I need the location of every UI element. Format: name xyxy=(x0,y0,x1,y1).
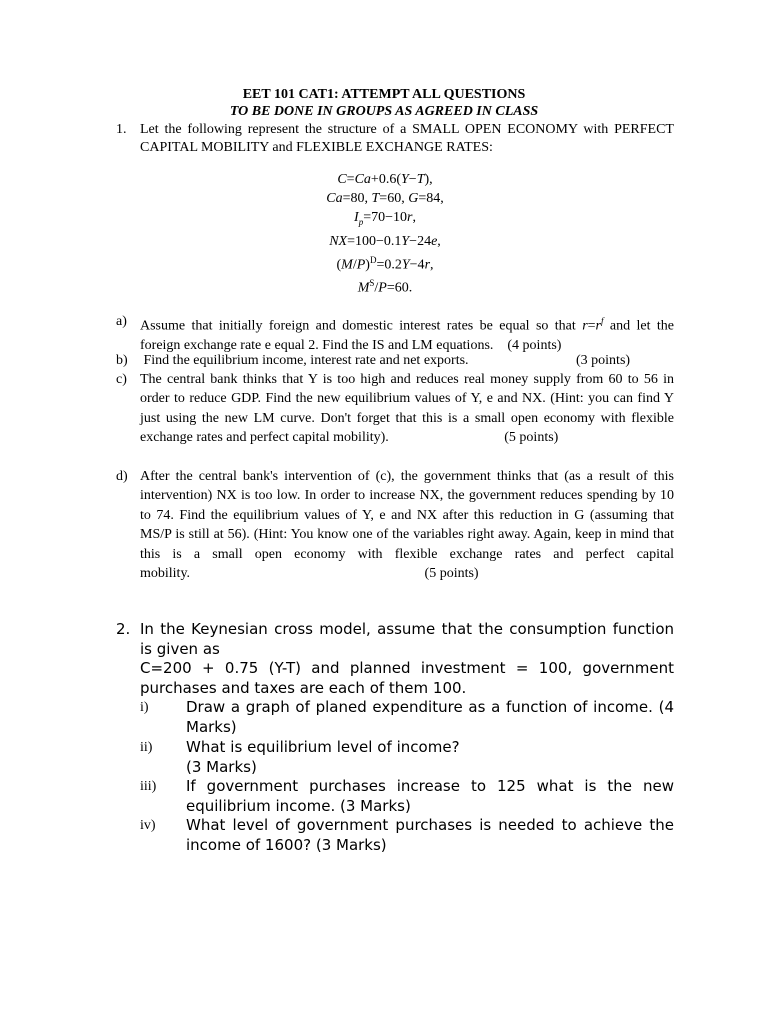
part-c-text: The central bank thinks that Y is too high and reduces real money supply from 60 to 56 in order to reduce GDP. Find the new equilibrium values of Y, e and NX. (Hint: you can find Y just using the new LM curve. Don't forget that this is a small open economy with flexible exchange rates and perfect capital mobility). (5 points) xyxy=(140,372,674,446)
equation-consumption: C=Ca+0.6(Y−T), xyxy=(337,172,433,187)
question-1-number: 1. xyxy=(116,122,127,137)
part-d-text: After the central bank's intervention of (c), the government thinks that (as a result of this intervention) NX is too low. In order to increase NX, the government reduces spending by 10 to 74. Find the equilibrium values of Y, e and NX after this reduction in G (assuming that MS/P is still at 56). (Hint: You know one of the variables right away. Again, keep in mind that this is a small open economy with flexible exchange rates and perfect capital mobility. (5 points) xyxy=(140,469,674,582)
item-iv-numeral: iv) xyxy=(140,818,156,833)
equation-investment: $I_p=70-10r$, xyxy=(354,210,416,227)
item-ii-marks: (3 Marks) xyxy=(186,757,257,776)
item-i-text: Draw a graph of planed expenditure as a function of income. (4 Marks) xyxy=(186,698,674,736)
part-b-letter: b) xyxy=(116,353,128,368)
question-2-number: 2. xyxy=(116,620,131,638)
item-iii-numeral: iii) xyxy=(140,779,157,794)
part-a-letter: a) xyxy=(116,314,127,329)
part-c-letter: c) xyxy=(116,372,127,387)
part-b-statement: Find the equilibrium income, interest rate and net exports. xyxy=(143,353,469,368)
page-title: EET 101 CAT1: ATTEMPT ALL QUESTIONS xyxy=(242,87,526,102)
equation-block xyxy=(250,170,520,298)
part-b-text xyxy=(140,351,674,370)
question-1-intro: Let the following represent the structure of a SMALL OPEN ECONOMY with PERFECT CAPITAL MOBILITY and FLEXIBLE EXCHANGE RATES: xyxy=(140,122,674,155)
equation-money-supply: $M^S/P=60$. xyxy=(357,278,413,297)
equation-net-exports: NX=100−0.1Y−24e, xyxy=(329,233,441,249)
page-subtitle: TO BE DONE IN GROUPS AS AGREED IN CLASS xyxy=(229,104,539,119)
item-iii-text: If government purchases increase to 125 what is the new equilibrium income. (3 Marks) xyxy=(186,777,674,815)
question-2-intro-continued: C=200 + 0.75 (Y-T) and planned investment = 100, government purchases and taxes are each of them 100. xyxy=(140,659,674,697)
item-ii-text xyxy=(186,738,674,777)
equation-money-demand: $(M/P)^D=0.2Y-4r$, xyxy=(336,254,434,273)
equation-parameters: Ca=80, T=60, G=84, xyxy=(326,191,444,206)
part-a-points: (4 points) xyxy=(507,338,562,354)
item-ii-question: What is equilibrium level of income? xyxy=(186,738,460,756)
part-b-points: (3 points) xyxy=(576,353,631,368)
item-i-numeral: i) xyxy=(140,700,149,715)
question-2-intro: In the Keynesian cross model, assume that the consumption function is given as xyxy=(140,620,674,658)
part-d-letter: d) xyxy=(116,469,128,484)
item-iv-text: What level of government purchases is needed to achieve the income of 1600? (3 Marks) xyxy=(186,816,674,854)
item-ii-numeral: ii) xyxy=(140,740,153,755)
part-a-text: Assume that initially foreign and domestic interest rates be equal so that $r=r^f$ and let the foreign exchange rate e equal 2. Find the IS and LM equations. (4 points) xyxy=(140,316,675,354)
